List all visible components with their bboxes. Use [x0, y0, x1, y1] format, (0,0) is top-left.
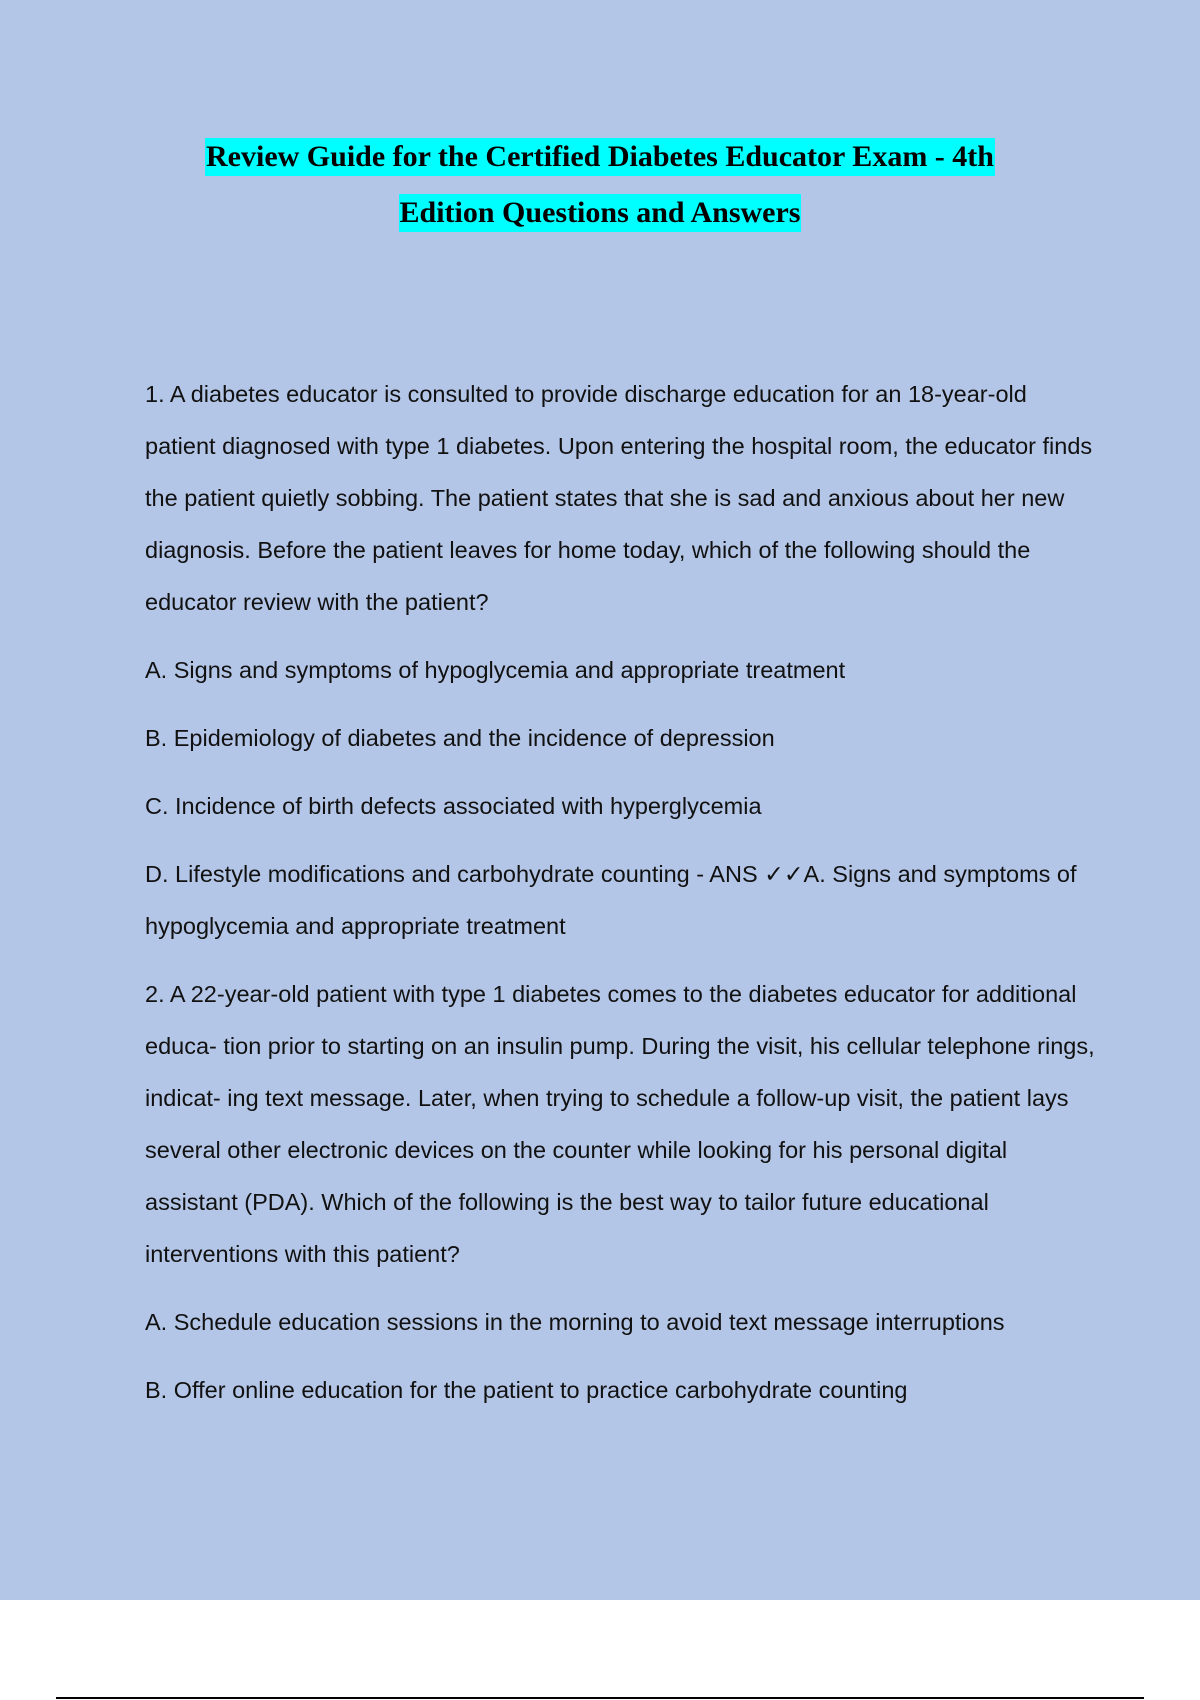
footer-divider — [56, 1697, 1144, 1699]
title-line-2: Edition Questions and Answers — [399, 194, 802, 232]
question-1-option-d-answer: D. Lifestyle modifications and carbohydrate counting - ANS ✓✓A. Signs and symptoms of hypoglycemia and appropriate treatment — [145, 861, 1077, 939]
question-1-option-a: A. Signs and symptoms of hypoglycemia and appropriate treatment — [145, 657, 846, 683]
question-1-stem: 1. A diabetes educator is consulted to provide discharge education for an 18-year-old patient diagnosed with type 1 diabetes. Upon entering the hospital room, the educator finds the patient quietly sobbing. The patient states that she is sad and anxious about her new diagnosis. Before the patient leaves for home today, which of the following should the educator review with the patient? — [145, 381, 1093, 615]
question-2-option-a: A. Schedule education sessions in the morning to avoid text message interruptions — [145, 1309, 1005, 1335]
question-2-option-b: B. Offer online education for the patient to practice carbohydrate counting — [145, 1377, 908, 1403]
document-title — [0, 138, 1200, 232]
question-2-stem: 2. A 22-year-old patient with type 1 diabetes comes to the diabetes educator for additional educa- tion prior to starting on an insulin pump. During the visit, his cellular telephone rings, indicat- ing text message. Later, when trying to schedule a follow-up visit, the patient lays several other electronic devices on the counter while looking for his personal digital assistant (PDA). Which of the following is the best way to tailor future educational interventions with this patient? — [145, 981, 1095, 1267]
title-line-1: Review Guide for the Certified Diabetes Educator Exam - 4th — [205, 138, 995, 176]
question-1-option-c: C. Incidence of birth defects associated with hyperglycemia — [145, 793, 762, 819]
document-body — [145, 368, 1095, 1432]
question-1-option-b: B. Epidemiology of diabetes and the incidence of depression — [145, 725, 775, 751]
